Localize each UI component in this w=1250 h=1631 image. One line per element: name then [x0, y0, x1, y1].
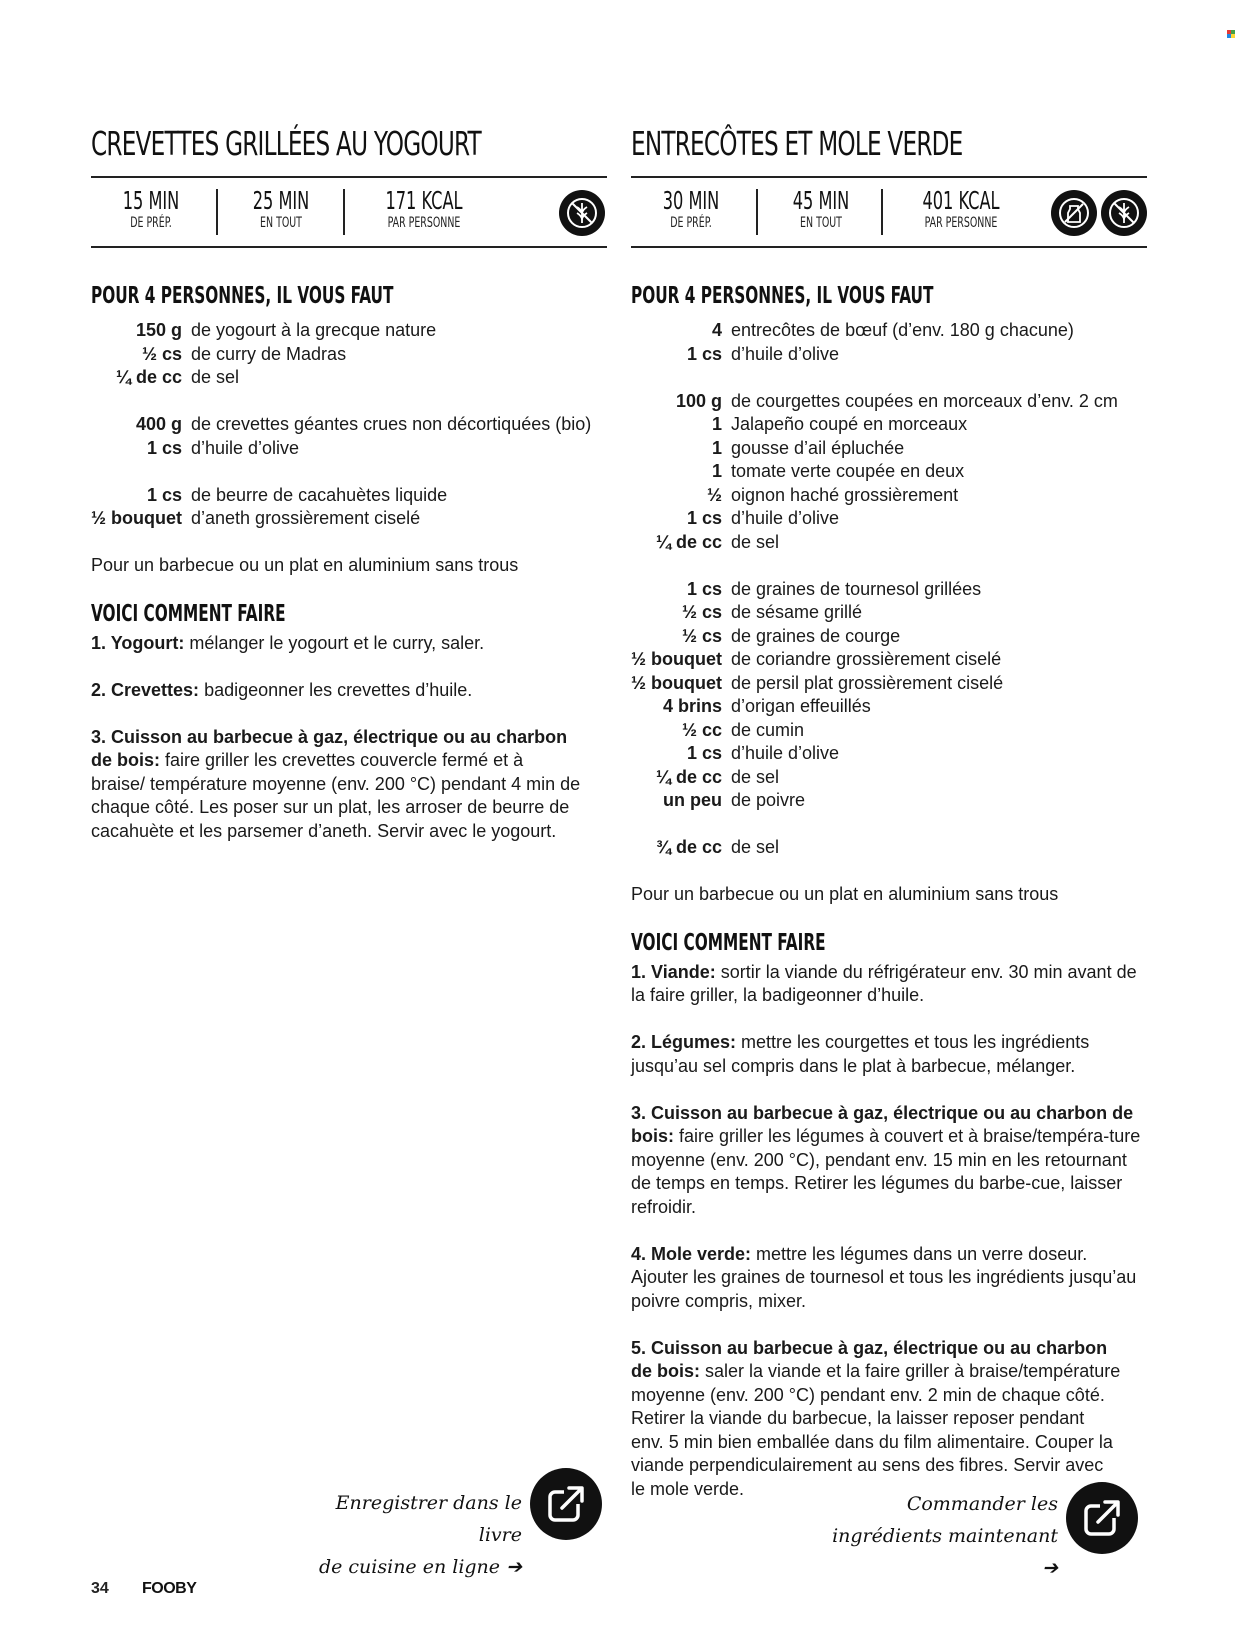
ingredient-item: [631, 437, 1147, 461]
ingredient-item: [631, 531, 1147, 555]
ingredient-item: [631, 742, 1147, 766]
steps-heading: VOICI COMMENT FAIRE: [631, 929, 826, 956]
ingredient-qty: ¾ de cc: [655, 837, 722, 857]
total-time-value: 25 MIN: [252, 186, 310, 215]
ingredient-text: d’huile d’olive: [731, 508, 840, 528]
ingredient-text: de coriandre grossièrement ciselé: [731, 649, 1002, 669]
ingredient-qty: 1 cs: [686, 578, 722, 599]
step-lead: 3. Cuisson au barbecue à gaz, électrique ou au charbon de bois:: [631, 1102, 1134, 1146]
gluten-free-icon: [1101, 190, 1147, 236]
cta-line: ingrédients maintenant ➔: [832, 1525, 1058, 1579]
ingredient-item: [91, 507, 607, 531]
ingredient-qty: 1 cs: [686, 508, 722, 528]
ingredient-qty: 1: [711, 461, 722, 481]
prep-time-value: 15 MIN: [122, 186, 180, 215]
ingredient-qty: ¼ de cc: [655, 531, 722, 552]
step-lead: 3. Cuisson au barbecue à gaz, électrique ou au charbon de bois:: [91, 726, 568, 770]
ingredient-text: de persil plat grossièrement ciselé: [731, 672, 1004, 693]
external-link-icon: [544, 1482, 588, 1526]
total-time: [761, 188, 881, 232]
ingredient-item: [631, 836, 1147, 860]
ingredient-text: gousse d’ail épluchée: [731, 437, 905, 458]
recipe-meta: [631, 176, 1147, 248]
total-time-value: 45 MIN: [792, 186, 850, 215]
ingredient-item: [631, 766, 1147, 790]
save-cookbook-link[interactable]: [300, 1487, 522, 1583]
step-text: mélanger le yogourt et le curry, saler.: [184, 632, 485, 653]
ingredient-qty: ½ bouquet: [91, 508, 182, 528]
ingredient-item: [631, 695, 1147, 719]
ingredient-item: [631, 578, 1147, 602]
ingredient-item: [631, 390, 1147, 414]
ingredient-qty: un peu: [663, 790, 722, 810]
ingredient-text: de crevettes géantes crues non décortiquées (bio): [191, 414, 592, 434]
print-color-mark: [1227, 30, 1236, 39]
prep-time: [91, 188, 211, 232]
prep-time-value: 30 MIN: [662, 186, 720, 215]
calories-label: PAR PERSONNE: [924, 215, 998, 231]
ingredient-text: de graines de courge: [731, 625, 901, 646]
ingredient-text: de sel: [731, 531, 780, 552]
step-lead: 5. Cuisson au barbecue à gaz, électrique ou au charbon de bois:: [631, 1337, 1108, 1381]
ingredient-text: d’huile d’olive: [731, 343, 840, 364]
ingredient-qty: 1: [711, 414, 722, 434]
step: [631, 1102, 1147, 1220]
ingredient-item: [91, 484, 607, 508]
ingredient-item: [91, 437, 607, 461]
brand-logo: FOOBY: [142, 1580, 197, 1597]
ingredients-heading: POUR 4 PERSONNES, IL VOUS FAUT: [91, 283, 394, 309]
step: [631, 961, 1147, 1008]
divider: [216, 189, 218, 235]
divider: [756, 189, 758, 235]
external-link-button[interactable]: [530, 1468, 602, 1540]
ingredient-qty: 100 g: [675, 390, 722, 411]
calories: [349, 188, 499, 232]
ingredient-item: [631, 672, 1147, 696]
ingredient-qty: 400 g: [135, 414, 182, 434]
calories-value: 171 KCAL: [385, 186, 463, 215]
ingredient-text: de courgettes coupées en morceaux d’env. 2 cm: [731, 390, 1118, 411]
external-link-icon: [1080, 1496, 1124, 1540]
ingredient-qty: ½ cc: [681, 719, 722, 740]
page-number: 34: [91, 1580, 109, 1597]
ingredient-qty: ½ bouquet: [631, 672, 722, 693]
ingredient-item: [631, 648, 1147, 672]
ingredient-text: oignon haché grossièrement: [731, 484, 959, 505]
ingredient-qty: 4 brins: [662, 696, 722, 716]
step: [631, 1243, 1147, 1314]
cta-line: Enregistrer dans le livre: [335, 1492, 522, 1546]
ingredient-item: [91, 319, 607, 343]
ingredient-qty: ½ cs: [681, 625, 722, 646]
ingredient-qty: ¼ de cc: [115, 367, 182, 387]
recipe-meta: [91, 176, 607, 248]
ingredient-qty: 1 cs: [686, 743, 722, 763]
prep-time: [631, 188, 751, 232]
ingredient-item: [91, 343, 607, 367]
equipment-note: Pour un barbecue ou un plat en aluminium sans trous: [91, 555, 519, 575]
step-list: [631, 961, 1147, 1502]
step-text: badigeonner les crevettes d’huile.: [199, 679, 473, 700]
ingredient-text: d’origan effeuillés: [731, 696, 871, 716]
ingredient-item: [631, 625, 1147, 649]
recipe-entrecote: [631, 118, 1147, 1501]
ingredient-list: [631, 319, 1147, 860]
recipe-title: CREVETTES GRILLÉES AU YOGOURT: [91, 124, 481, 163]
step-text: faire griller les légumes à couvert et à braise/tempéra-ture moyenne (env. 200 °C), pendant env. 15 min en les retournant de temps en temps. Retirer les légumes du barbe-cue, laisser refroidir.: [631, 1126, 1141, 1217]
ingredient-qty: 1 cs: [146, 484, 182, 505]
total-time-label: EN TOUT: [260, 215, 302, 231]
ingredient-item: [631, 601, 1147, 625]
ingredient-text: de sel: [731, 837, 780, 857]
equipment-note: Pour un barbecue ou un plat en aluminium sans trous: [631, 884, 1059, 904]
step-text: mettre les courgettes et tous les ingrédients jusqu’au sel compris dans le plat à barbecue, mélanger.: [631, 1032, 1090, 1076]
ingredient-qty: ½ cs: [141, 343, 182, 364]
step: [91, 632, 607, 656]
ingredient-item: [631, 413, 1147, 437]
divider: [881, 189, 883, 235]
ingredient-qty: 4: [711, 320, 722, 340]
ingredient-item: [631, 789, 1147, 813]
step-text: sortir la viande du réfrigérateur env. 30 min avant de la faire griller, la badigeonner d’huile.: [631, 961, 1137, 1005]
ingredients-heading: POUR 4 PERSONNES, IL VOUS FAUT: [631, 283, 934, 309]
step: [91, 726, 581, 844]
ingredient-text: de beurre de cacahuètes liquide: [191, 484, 448, 505]
ingredient-item: [631, 319, 1147, 343]
ingredient-qty: ½ cs: [681, 602, 722, 622]
step-lead: 2. Légumes:: [631, 1032, 737, 1052]
prep-time-label: DE PRÉP.: [670, 215, 712, 231]
ingredient-qty: 150 g: [135, 320, 182, 340]
ingredient-qty: ½: [706, 484, 722, 505]
ingredient-text: de yogourt à la grecque nature: [191, 320, 437, 340]
order-ingredients-link[interactable]: [830, 1488, 1058, 1584]
ingredient-qty: ¼ de cc: [655, 766, 722, 787]
ingredient-text: d’aneth grossièrement ciselé: [191, 508, 421, 528]
recipe-title: ENTRECÔTES ET MOLE VERDE: [631, 124, 963, 163]
ingredient-text: Jalapeño coupé en morceaux: [731, 414, 968, 434]
ingredient-text: de sel: [731, 766, 780, 787]
ingredient-text: entrecôtes de bœuf (d’env. 180 g chacune): [731, 320, 1074, 340]
prep-time-label: DE PRÉP.: [130, 215, 172, 231]
step: [631, 1031, 1147, 1078]
external-link-button[interactable]: [1066, 1482, 1138, 1554]
lactose-free-icon: [1051, 190, 1097, 236]
ingredient-item: [91, 413, 607, 437]
ingredient-text: de graines de tournesol grillées: [731, 578, 982, 599]
ingredient-text: tomate verte coupée en deux: [731, 461, 965, 481]
ingredient-item: [631, 343, 1147, 367]
ingredient-list: [91, 319, 607, 531]
ingredient-qty: ½ bouquet: [631, 649, 722, 669]
calories-label: PAR PERSONNE: [387, 215, 461, 231]
ingredient-item: [91, 366, 607, 390]
divider: [343, 189, 345, 235]
steps-heading: VOICI COMMENT FAIRE: [91, 600, 286, 627]
ingredient-text: de cumin: [731, 719, 805, 740]
total-time: [221, 188, 341, 232]
ingredient-item: [631, 507, 1147, 531]
ingredient-text: de sel: [191, 367, 240, 387]
step-text: saler la viande et la faire griller à braise/température moyenne (env. 200 °C) pendant env. 2 min de chaque côté. Retirer la viande du barbecue, la laisser reposer pendant env. 5 min bien emballée dans du film alimentaire. Couper la viande perpendiculairement au sens des fibres. Servir avec le mole verde.: [631, 1361, 1121, 1499]
step-lead: 1. Yogourt:: [91, 632, 185, 653]
calories-value: 401 KCAL: [922, 186, 1000, 215]
recipe-shrimp: [91, 118, 607, 843]
ingredient-qty: 1 cs: [686, 343, 722, 364]
step: [91, 679, 607, 703]
ingredient-text: d’huile d’olive: [191, 437, 300, 458]
ingredient-item: [631, 484, 1147, 508]
cta-line: de cuisine en ligne ➔: [318, 1556, 522, 1578]
step-lead: 4. Mole verde:: [631, 1243, 752, 1264]
total-time-label: EN TOUT: [800, 215, 842, 231]
step: [631, 1337, 1121, 1502]
ingredient-item: [631, 460, 1147, 484]
step-text: mettre les légumes dans un verre doseur. Ajouter les graines de tournesol et tous les ingrédients jusqu’au poivre compris, mixer.: [631, 1243, 1137, 1311]
ingredient-text: d’huile d’olive: [731, 743, 840, 763]
ingredient-qty: 1: [711, 437, 722, 458]
calories: [886, 188, 1036, 232]
ingredient-text: de sésame grillé: [731, 602, 863, 622]
step-lead: 2. Crevettes:: [91, 679, 200, 700]
step-text: faire griller les crevettes couvercle fermé et à braise/ température moyenne (env. 200 °C) pendant 4 min de chaque côté. Les poser sur un plat, les arroser de beurre de cacahuète et les parsemer d’aneth. Servir avec le yogourt.: [91, 750, 581, 841]
step-lead: 1. Viande:: [631, 961, 716, 982]
ingredient-text: de curry de Madras: [191, 343, 347, 364]
ingredient-qty: 1 cs: [146, 437, 182, 458]
cta-line: Commander les: [906, 1493, 1058, 1515]
step-list: [91, 632, 607, 844]
ingredient-item: [631, 719, 1147, 743]
ingredient-text: de poivre: [731, 790, 806, 810]
gluten-free-icon: [559, 190, 605, 236]
